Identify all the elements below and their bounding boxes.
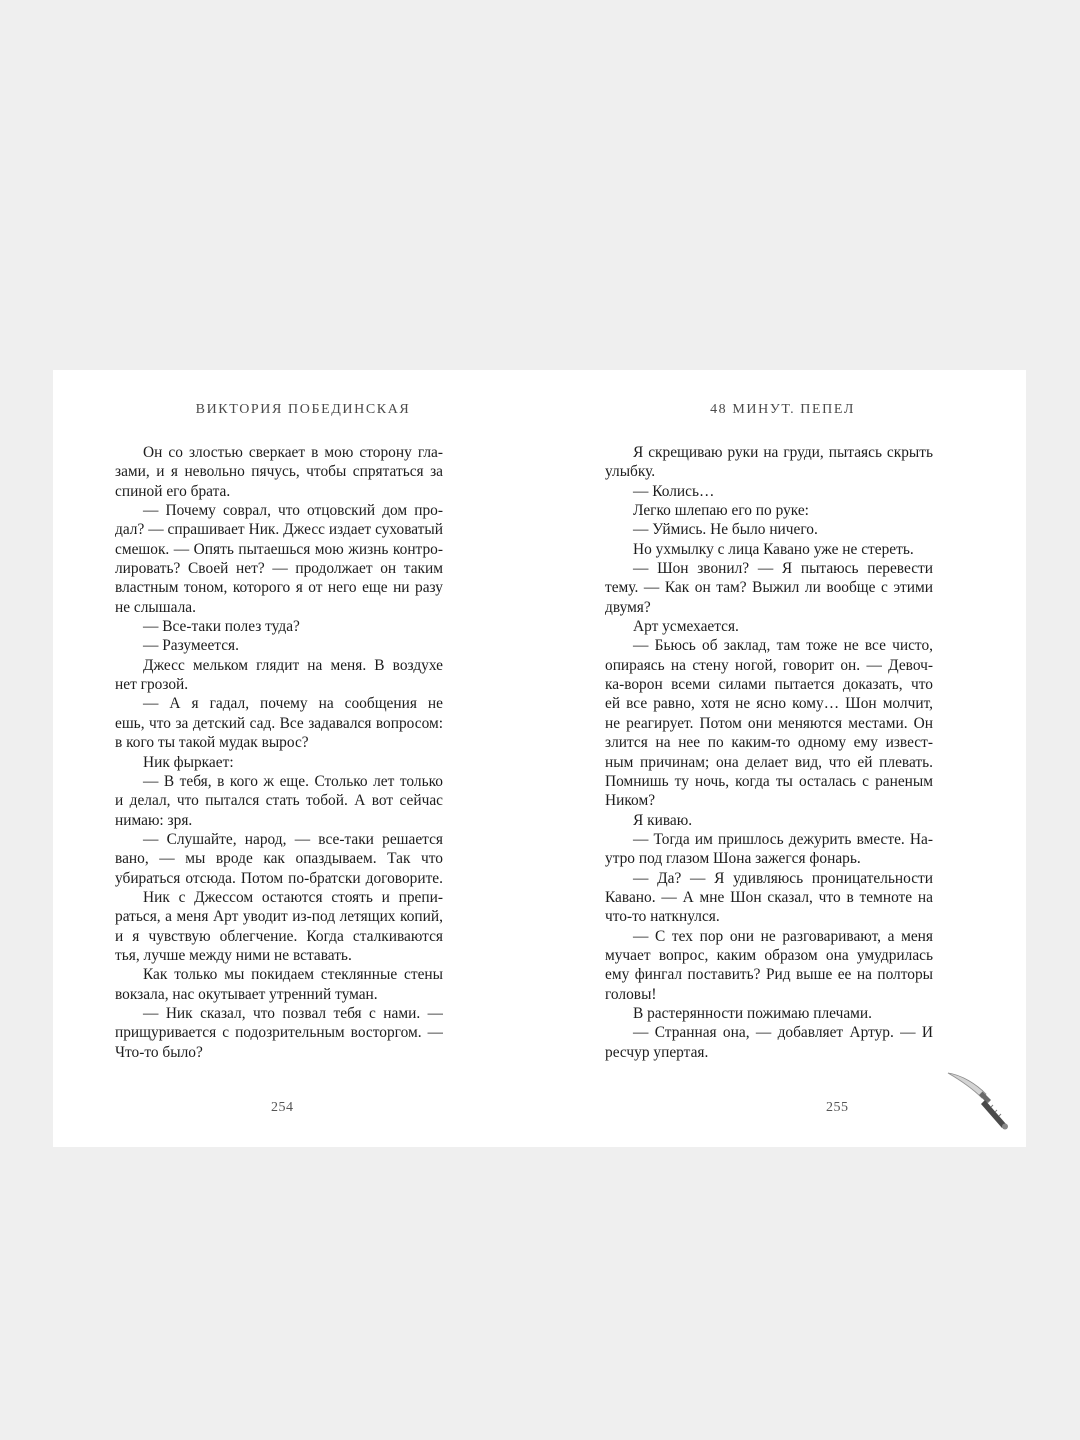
text-line: Как только мы покидаем стеклянные стены bbox=[143, 966, 443, 984]
right-page-text bbox=[605, 443, 933, 1062]
text-line: не реагирует. Потом они меняются местами. Он bbox=[605, 714, 933, 732]
text-line: лировать? Своей нет? — продолжает он таким bbox=[115, 560, 443, 578]
text-line: Он со злостью сверкает в мою сторону гла- bbox=[143, 444, 443, 461]
running-head-author: ВИКТОРИЯ ПОБЕДИНСКАЯ bbox=[195, 402, 411, 417]
text-line: — Колись… bbox=[633, 482, 715, 500]
text-line: утро под глазом Шона зажегся фонарь. bbox=[605, 850, 861, 868]
text-line: нимаю: зря. bbox=[115, 811, 193, 829]
text-line: мучает вопрос, каким образом она умудрилась bbox=[605, 946, 933, 964]
text-line: ей все равно, хотя не ясно кому… Шон молчит, bbox=[605, 695, 933, 713]
text-line: — Ник сказал, что позвал тебя с нами. — bbox=[143, 1004, 443, 1022]
text-line: Легко шлепаю его по руке: bbox=[633, 502, 809, 520]
text-line: — Да? — Я удивляюсь проницательности bbox=[633, 869, 933, 887]
text-line: — Шон звонил? — Я пытаюсь перевести bbox=[633, 560, 933, 578]
text-line: — Странная она, — добавляет Артур. — И bbox=[633, 1024, 933, 1042]
text-line: опираясь на стену ногой, говорит он. — Девоч- bbox=[605, 656, 933, 674]
text-line: и делал, что пытался стать тобой. А вот сейчас bbox=[115, 792, 443, 810]
text-line: головы! bbox=[605, 985, 657, 1003]
text-line: Помнишь ту ночь, когда ты осталась с раненым bbox=[605, 772, 933, 790]
right-page bbox=[540, 370, 1026, 1147]
text-line: улыбку. bbox=[605, 463, 656, 481]
text-line: — В тебя, в кого ж еще. Столько лет только bbox=[143, 772, 443, 790]
text-line: в кого ты такой мудак вырос? bbox=[115, 734, 309, 752]
page-number-right: 255 bbox=[826, 1100, 849, 1115]
text-line: ешь, что за детский сад. Все задавался вопросом: bbox=[115, 714, 443, 732]
text-line: — Слушайте, народ, — все-таки решается bbox=[143, 830, 443, 848]
text-line: не слышала. bbox=[115, 598, 196, 616]
text-line: — С тех пор они не разговаривают, а меня bbox=[633, 927, 933, 945]
text-line: Я скрещиваю руки на груди, пытаясь скрыть bbox=[633, 444, 933, 461]
page-number-left: 254 bbox=[271, 1100, 294, 1115]
knife-icon bbox=[946, 1070, 1012, 1132]
text-line: дал? — спрашивает Ник. Джесс издает суховатый bbox=[115, 521, 443, 539]
text-line: спиной его брата. bbox=[115, 482, 231, 500]
text-line: зами, и я невольно пячусь, чтобы спрятаться за bbox=[115, 463, 443, 481]
text-line: вано, — мы вроде как опаздываем. Так что bbox=[115, 850, 443, 868]
left-page bbox=[53, 370, 539, 1147]
text-line: Ником? bbox=[605, 792, 656, 810]
running-head-title: 48 МИНУТ. ПЕПЕЛ bbox=[710, 402, 855, 417]
text-line: ка-ворон всеми силами пытается доказать, что bbox=[605, 676, 933, 694]
text-line: ресчур упертая. bbox=[605, 1043, 709, 1061]
text-line: Но ухмылку с лица Кавано уже не стереть. bbox=[633, 540, 914, 558]
text-line: тья, лучше между ними не вставать. bbox=[115, 946, 352, 964]
text-line: — Бьюсь об заклад, там тоже не все чисто, bbox=[633, 637, 933, 655]
text-line: и я чувствую облегчение. Когда сталкиваются bbox=[115, 927, 443, 945]
text-line: ным причинам; она делает вид, что ей плевать. bbox=[605, 753, 933, 771]
text-line: нет грозой. bbox=[115, 676, 189, 694]
text-line: властным тоном, которого я от него еще ни разу bbox=[115, 579, 443, 597]
text-line: двумя? bbox=[605, 598, 651, 616]
text-line: прищуривается с подозрительным восторгом. — bbox=[115, 1024, 443, 1042]
book-spread bbox=[53, 370, 1026, 1147]
text-line: — Уймись. Не было ничего. bbox=[633, 521, 818, 539]
text-line: злится на нее по каким-то одному ему извест- bbox=[605, 734, 933, 752]
text-line: Джесс мельком глядит на меня. В воздухе bbox=[143, 656, 443, 674]
text-line: Кавано. — А мне Шон сказал, что в темноте на bbox=[605, 888, 933, 906]
text-line: тему. — Как он там? Выжил ли вообще с этими bbox=[605, 579, 933, 597]
text-line: смешок. — Опять пытаешься мою жизнь контро- bbox=[115, 540, 443, 558]
text-line: убираться отсюда. Потом по-братски договорите. bbox=[115, 869, 443, 887]
text-line: ему фингал поставить? Рид выше ее на полторы bbox=[605, 966, 933, 984]
text-line: — А я гадал, почему на сообщения не bbox=[143, 695, 443, 713]
text-line: Арт усмехается. bbox=[633, 618, 739, 636]
text-line: что-то наткнулся. bbox=[605, 908, 720, 926]
text-line: Я киваю. bbox=[633, 811, 693, 829]
text-line: Ник фыркает: bbox=[143, 753, 234, 771]
text-line: вокзала, нас окутывает утренний туман. bbox=[115, 985, 378, 1003]
text-line: — Почему соврал, что отцовский дом про- bbox=[143, 502, 443, 520]
text-line: В растерянности пожимаю плечами. bbox=[633, 1004, 872, 1022]
text-line: — Тогда им пришлось дежурить вместе. На- bbox=[633, 830, 933, 848]
text-line: — Все-таки полез туда? bbox=[143, 618, 300, 636]
text-line: раться, а меня Арт уводит из-под летящих копий, bbox=[115, 908, 443, 926]
text-line: — Разумеется. bbox=[143, 637, 239, 655]
text-line: Ник с Джессом остаются стоять и препи- bbox=[143, 888, 443, 906]
left-page-text bbox=[115, 443, 443, 1062]
text-line: Что-то было? bbox=[115, 1043, 203, 1061]
